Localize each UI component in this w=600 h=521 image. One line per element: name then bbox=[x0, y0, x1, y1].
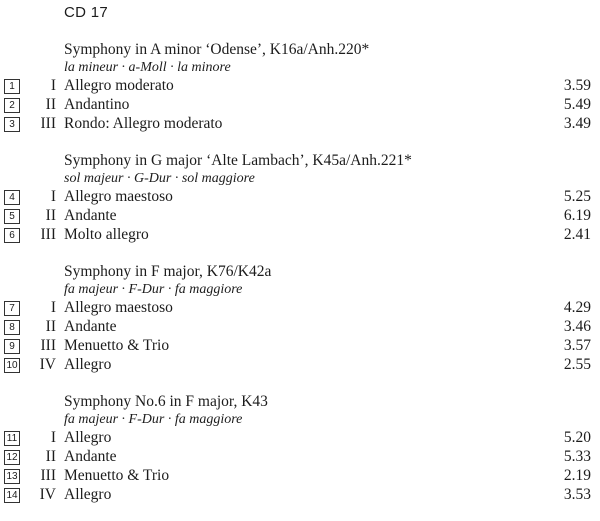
movement-numeral: II bbox=[45, 207, 56, 224]
track-row[interactable] bbox=[0, 486, 600, 505]
track-row[interactable] bbox=[0, 226, 600, 245]
track-row[interactable] bbox=[0, 429, 600, 448]
movement-numeral: III bbox=[40, 337, 56, 354]
track-duration: 4.29 bbox=[563, 299, 591, 316]
movement-numeral: I bbox=[50, 77, 56, 94]
movement-title: Allegro bbox=[64, 486, 112, 503]
track-number-box: 12 bbox=[4, 450, 20, 465]
track-number-box: 5 bbox=[4, 209, 20, 224]
track-duration: 5.49 bbox=[563, 96, 591, 113]
movement-numeral: IV bbox=[39, 356, 56, 373]
movement-numeral: I bbox=[50, 188, 56, 205]
movement-numeral: II bbox=[45, 318, 56, 335]
movement-numeral: III bbox=[40, 467, 56, 484]
movement-numeral: III bbox=[40, 115, 56, 132]
track-row[interactable] bbox=[0, 115, 600, 134]
movement-title: Rondo: Allegro moderato bbox=[64, 115, 223, 132]
movement-numeral: I bbox=[50, 299, 56, 316]
track-number-box: 3 bbox=[4, 117, 20, 132]
track-row[interactable] bbox=[0, 77, 600, 96]
work-title: Symphony No.6 in F major, K43 bbox=[64, 393, 268, 410]
track-number-box: 11 bbox=[4, 431, 20, 446]
track-duration: 5.20 bbox=[563, 429, 591, 446]
track-duration: 2.41 bbox=[563, 226, 591, 243]
movement-numeral: III bbox=[40, 226, 56, 243]
track-duration: 5.25 bbox=[563, 188, 591, 205]
movement-title: Menuetto & Trio bbox=[64, 337, 170, 354]
movement-title: Andantino bbox=[64, 96, 130, 113]
work-title: Symphony in G major ‘Alte Lambach’, K45a/Anh.221* bbox=[64, 152, 412, 169]
track-duration: 2.55 bbox=[563, 356, 591, 373]
work-key-subtitle: fa majeur · F-Dur · fa maggiore bbox=[64, 282, 243, 297]
movement-title: Molto allegro bbox=[64, 226, 149, 243]
movement-numeral: II bbox=[45, 96, 56, 113]
work-key-subtitle: la mineur · a-Moll · la minore bbox=[64, 60, 231, 75]
track-number-box: 13 bbox=[4, 469, 20, 484]
movement-title: Allegro bbox=[64, 356, 112, 373]
movement-title: Allegro maestoso bbox=[64, 299, 173, 316]
track-row[interactable] bbox=[0, 318, 600, 337]
track-number-box: 10 bbox=[4, 358, 20, 373]
track-row[interactable] bbox=[0, 356, 600, 375]
track-row[interactable] bbox=[0, 299, 600, 318]
work-title: Symphony in F major, K76/K42a bbox=[64, 263, 272, 280]
track-number-box: 6 bbox=[4, 228, 20, 243]
track-row[interactable] bbox=[0, 96, 600, 115]
cd-label: CD 17 bbox=[64, 4, 109, 21]
movement-title: Allegro maestoso bbox=[64, 188, 173, 205]
track-row[interactable] bbox=[0, 207, 600, 226]
movement-title: Andante bbox=[64, 448, 117, 465]
track-duration: 3.46 bbox=[563, 318, 591, 335]
track-number-box: 4 bbox=[4, 190, 20, 205]
track-number-box: 7 bbox=[4, 301, 20, 316]
track-row[interactable] bbox=[0, 337, 600, 356]
track-duration: 3.53 bbox=[563, 486, 591, 503]
track-row[interactable] bbox=[0, 448, 600, 467]
work-title: Symphony in A minor ‘Odense’, K16a/Anh.220* bbox=[64, 41, 370, 58]
track-duration: 3.57 bbox=[563, 337, 591, 354]
movement-numeral: I bbox=[50, 429, 56, 446]
track-number-box: 8 bbox=[4, 320, 20, 335]
track-row[interactable] bbox=[0, 467, 600, 486]
track-duration: 2.19 bbox=[563, 467, 591, 484]
track-number-box: 14 bbox=[4, 488, 20, 503]
movement-numeral: IV bbox=[39, 486, 56, 503]
track-number-box: 1 bbox=[4, 79, 20, 94]
track-number-box: 2 bbox=[4, 98, 20, 113]
track-duration: 5.33 bbox=[563, 448, 591, 465]
track-duration: 3.59 bbox=[563, 77, 591, 94]
track-row[interactable] bbox=[0, 188, 600, 207]
movement-title: Allegro moderato bbox=[64, 77, 174, 94]
track-number-box: 9 bbox=[4, 339, 20, 354]
track-duration: 6.19 bbox=[563, 207, 591, 224]
movement-title: Andante bbox=[64, 207, 117, 224]
movement-title: Allegro bbox=[64, 429, 112, 446]
movement-numeral: II bbox=[45, 448, 56, 465]
work-key-subtitle: sol majeur · G-Dur · sol maggiore bbox=[64, 171, 255, 186]
work-key-subtitle: fa majeur · F-Dur · fa maggiore bbox=[64, 412, 243, 427]
track-duration: 3.49 bbox=[563, 115, 591, 132]
movement-title: Menuetto & Trio bbox=[64, 467, 170, 484]
movement-title: Andante bbox=[64, 318, 117, 335]
